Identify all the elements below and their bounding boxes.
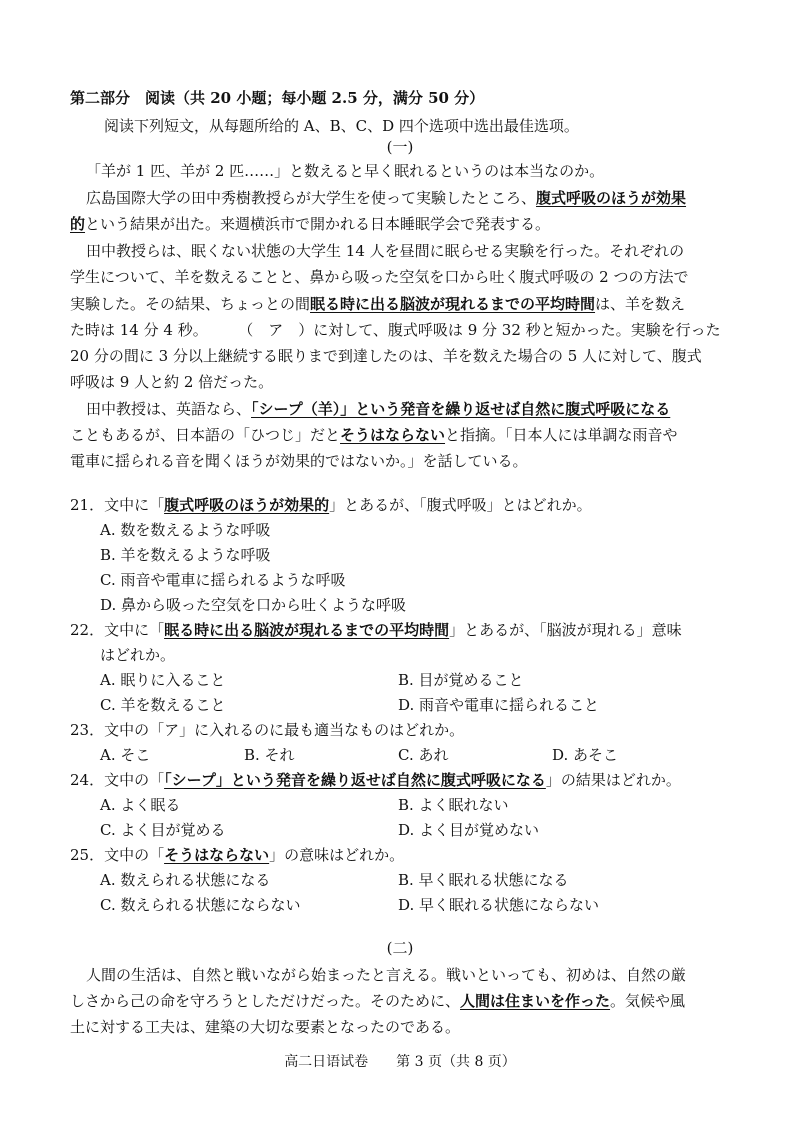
q23-option-a: A. そこ bbox=[100, 746, 151, 764]
q22-option-a: A. 眠りに入ること bbox=[100, 671, 226, 689]
passage-1-paragraph-2-line-1 bbox=[86, 187, 686, 209]
underlined-phrase: 腹式呼吸のほうが効果的 bbox=[164, 496, 330, 514]
q25-option-b: B. 早く眠れる状態になる bbox=[398, 871, 569, 889]
passage-1-paragraph-3-line-4 bbox=[70, 319, 721, 341]
question-text: 25．文中の「 bbox=[70, 846, 165, 864]
text: は、羊を数え bbox=[595, 295, 686, 313]
passage-2-line-3: 土に対する工夫は、建築の大切な要素となったのである。 bbox=[70, 1018, 461, 1036]
q22-option-d: D. 雨音や電車に揺られること bbox=[398, 696, 600, 714]
question-text: 」とあるが、「脳波が現れる」意味 bbox=[449, 621, 682, 639]
question-22 bbox=[70, 619, 682, 641]
text: 実験した。その結果、ちょっとの間 bbox=[70, 295, 311, 313]
passage-1-paragraph-4-line-2 bbox=[70, 424, 678, 446]
blank-a: （ ア ） bbox=[245, 321, 314, 339]
passage-1-paragraph-3-line-6: 呼吸は 9 人と約 2 倍だった。 bbox=[70, 373, 274, 391]
underlined-phrase: 的 bbox=[70, 215, 86, 233]
question-text: 22．文中に「 bbox=[70, 621, 165, 639]
passage-1-label: (一) bbox=[386, 138, 414, 156]
passage-2-line-2 bbox=[70, 990, 685, 1012]
passage-2-line-1: 人間の生活は、自然と戦いながら始まったと言える。戦いといっても、初めは、自然の厳 bbox=[86, 966, 687, 984]
question-text: 24．文中の「 bbox=[70, 771, 165, 789]
q21-option-c: C. 雨音や電車に揺られるような呼吸 bbox=[100, 571, 346, 589]
question-21 bbox=[70, 494, 592, 516]
instruction: 阅读下列短文，从每题所给的 A、B、C、D 四个选项中选出最佳选项。 bbox=[104, 117, 579, 135]
q21-option-b: B. 羊を数えるような呼吸 bbox=[100, 546, 271, 564]
underlined-phrase: 人間は住まいを作った bbox=[460, 992, 611, 1010]
question-24 bbox=[70, 769, 681, 791]
q25-option-c: C. 数えられる状態にならない bbox=[100, 896, 301, 914]
q24-option-a: A. よく眠る bbox=[100, 796, 181, 814]
passage-1-paragraph-4-line-1 bbox=[86, 398, 670, 420]
text: 田中教授は、英語なら、 bbox=[86, 400, 252, 418]
text: に対して、腹式呼吸は 9 分 32 秒と短かった。実験を行った bbox=[313, 321, 721, 339]
q23-option-b: B. それ bbox=[244, 746, 295, 764]
text: という結果が出た。来週横浜市で開かれる日本睡眠学会で発表する。 bbox=[85, 215, 551, 233]
passage-1-paragraph-3-line-1: 田中教授らは、眠くない状態の大学生 14 人を昼間に眠らせる実験を行った。それぞれの bbox=[86, 242, 685, 260]
text: た時は 14 分 4 秒。 bbox=[70, 321, 208, 339]
question-text: 」の意味はどれか。 bbox=[269, 846, 405, 864]
question-text: 」とあるが、「腹式呼吸」とはどれか。 bbox=[329, 496, 592, 514]
q25-option-d: D. 早く眠れる状態にならない bbox=[398, 896, 600, 914]
passage-1-paragraph-1: 「羊が 1 匹、羊が 2 匹……」と数えると早く眠れるというのは本当なのか。 bbox=[86, 162, 605, 180]
passage-2-label: (二) bbox=[386, 939, 414, 957]
text: と指摘。「日本人には単調な雨音や bbox=[445, 426, 678, 444]
q25-option-a: A. 数えられる状態になる bbox=[100, 871, 271, 889]
passage-1-paragraph-3-line-5: 20 分の間に 3 分以上継続する眠りまで到達したのは、羊を数えた場合の 5 人に対して、腹式 bbox=[70, 347, 702, 365]
text: 広島国際大学の田中秀樹教授らが大学生を使って実験したところ、 bbox=[86, 189, 537, 207]
section-title: 第二部分 阅读（共 20 小题；每小题 2.5 分，满分 50 分） bbox=[70, 89, 485, 107]
q22-option-c: C. 羊を数えること bbox=[100, 696, 226, 714]
q24-option-c: C. よく目が覚める bbox=[100, 821, 226, 839]
page-footer: 高二日语试卷 第 3 页（共 8 页） bbox=[284, 1054, 516, 1070]
underlined-phrase: 「シープ」という発音を繰り返せば自然に腹式呼吸になる bbox=[164, 771, 546, 789]
question-23: 23．文中の「ア」に入れるのに最も適当なものはどれか。 bbox=[70, 721, 465, 739]
question-text: 」の結果はどれか。 bbox=[545, 771, 681, 789]
question-25 bbox=[70, 844, 404, 866]
text: しさから己の命を守ろうとしただけだった。そのために、 bbox=[70, 992, 461, 1010]
q22-option-b: B. 目が覚めること bbox=[398, 671, 524, 689]
underlined-phrase: 眠る時に出る脳波が現れるまでの平均時間 bbox=[310, 295, 596, 313]
q24-option-d: D. よく目が覚めない bbox=[398, 821, 540, 839]
q23-option-c: C. あれ bbox=[398, 746, 449, 764]
passage-1-paragraph-2-line-2 bbox=[70, 213, 550, 235]
underlined-phrase: 腹式呼吸のほうが効果 bbox=[536, 189, 687, 207]
question-22-continued: はどれか。 bbox=[100, 646, 176, 664]
text: こともあるが、日本語の「ひつじ」だと bbox=[70, 426, 341, 444]
q21-option-d: D. 鼻から吸った空気を口から吐くような呼吸 bbox=[100, 596, 407, 614]
q24-option-b: B. よく眠れない bbox=[398, 796, 509, 814]
underlined-phrase: そうはならない bbox=[164, 846, 270, 864]
passage-1-paragraph-3-line-3 bbox=[70, 293, 685, 315]
passage-1-paragraph-4-line-3: 電車に揺られる音を聞くほうが効果的ではないか。」を話している。 bbox=[70, 452, 528, 470]
text: 。気候や風 bbox=[610, 992, 686, 1010]
underlined-phrase: そうはならない bbox=[340, 426, 446, 444]
q23-option-d: D. あそこ bbox=[552, 746, 619, 764]
passage-1-paragraph-3-line-2: 学生について、羊を数えることと、鼻から吸った空気を口から吐く腹式呼吸の 2 つの方法で bbox=[70, 268, 689, 286]
question-text: 21．文中に「 bbox=[70, 496, 165, 514]
underlined-phrase: 「シープ（羊）」という発音を繰り返せば自然に腹式呼吸になる bbox=[251, 400, 671, 418]
q21-option-a: A. 数を数えるような呼吸 bbox=[100, 521, 271, 539]
underlined-phrase: 眠る時に出る脳波が現れるまでの平均時間 bbox=[164, 621, 450, 639]
